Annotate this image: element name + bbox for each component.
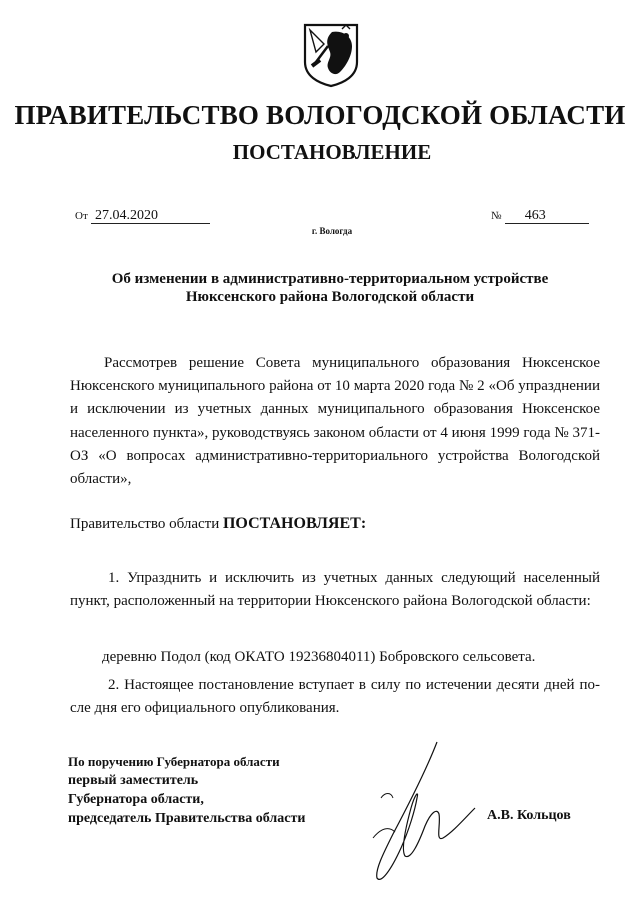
handwritten-signature xyxy=(345,738,485,884)
decree-line xyxy=(70,512,600,536)
document-subject xyxy=(100,270,560,306)
date-label: От xyxy=(75,210,88,222)
number-label: № xyxy=(491,210,502,222)
government-title: ПРАВИТЕЛЬСТВО ВОЛОГОДСКОЙ ОБЛАСТИ xyxy=(14,100,626,130)
signatory-line-1: По поручению Губернатора области xyxy=(68,754,280,769)
item-2-paragraph: 2. Настоящее постановление вступает в силу по истечении десяти дней после дня его официального опубликования. xyxy=(70,677,600,717)
item-1-paragraph: 1. Упразднить и исключить из учетных данных следующий населенный пункт, расположенный на территории Нюксенского района Вологодской области: xyxy=(70,570,600,610)
decree-prefix: Правительство области xyxy=(70,516,220,532)
subject-line-1: Об изменении в административно-территориальном устройстве xyxy=(111,271,549,287)
preamble-paragraph: Рассмотрев решение Совета муниципального образования Нюксенское Нюксенского муниципального района от 10 марта 2020 года № 2 «Об упразднении и исключении из учетных данных муниципального образования Нюксенское населенного пункта», руководствуясь законом области от 4 июня 1999 года № 371-ОЗ «О вопросах административно-территориального устройства Вологодской области», xyxy=(70,355,600,488)
document-city: г. Вологда xyxy=(311,226,353,236)
document-type: ПОСТАНОВЛЕНИЕ xyxy=(232,140,432,164)
signatory-line-2: первый заместитель xyxy=(68,773,199,788)
coat-of-arms-emblem xyxy=(302,22,360,88)
document-date: 27.04.2020 xyxy=(91,208,210,224)
decree-keyword: ПОСТАНОВЛЯЕТ: xyxy=(222,515,367,532)
signatory-line-3: Губернатора области, xyxy=(68,792,204,807)
signatory-title-block xyxy=(68,752,305,828)
subject-line-2: Нюксенского района Вологодской области xyxy=(185,289,475,305)
signatory-line-4: председатель Правительства области xyxy=(68,811,306,826)
document-number: 463 xyxy=(505,208,589,224)
village-paragraph: деревню Подол (код ОКАТО 19236804011) Бобровского сельсовета. xyxy=(102,649,536,665)
signer-name: А.В. Кольцов xyxy=(487,808,571,823)
document-number-row xyxy=(491,207,589,224)
document-date-row xyxy=(75,207,210,224)
